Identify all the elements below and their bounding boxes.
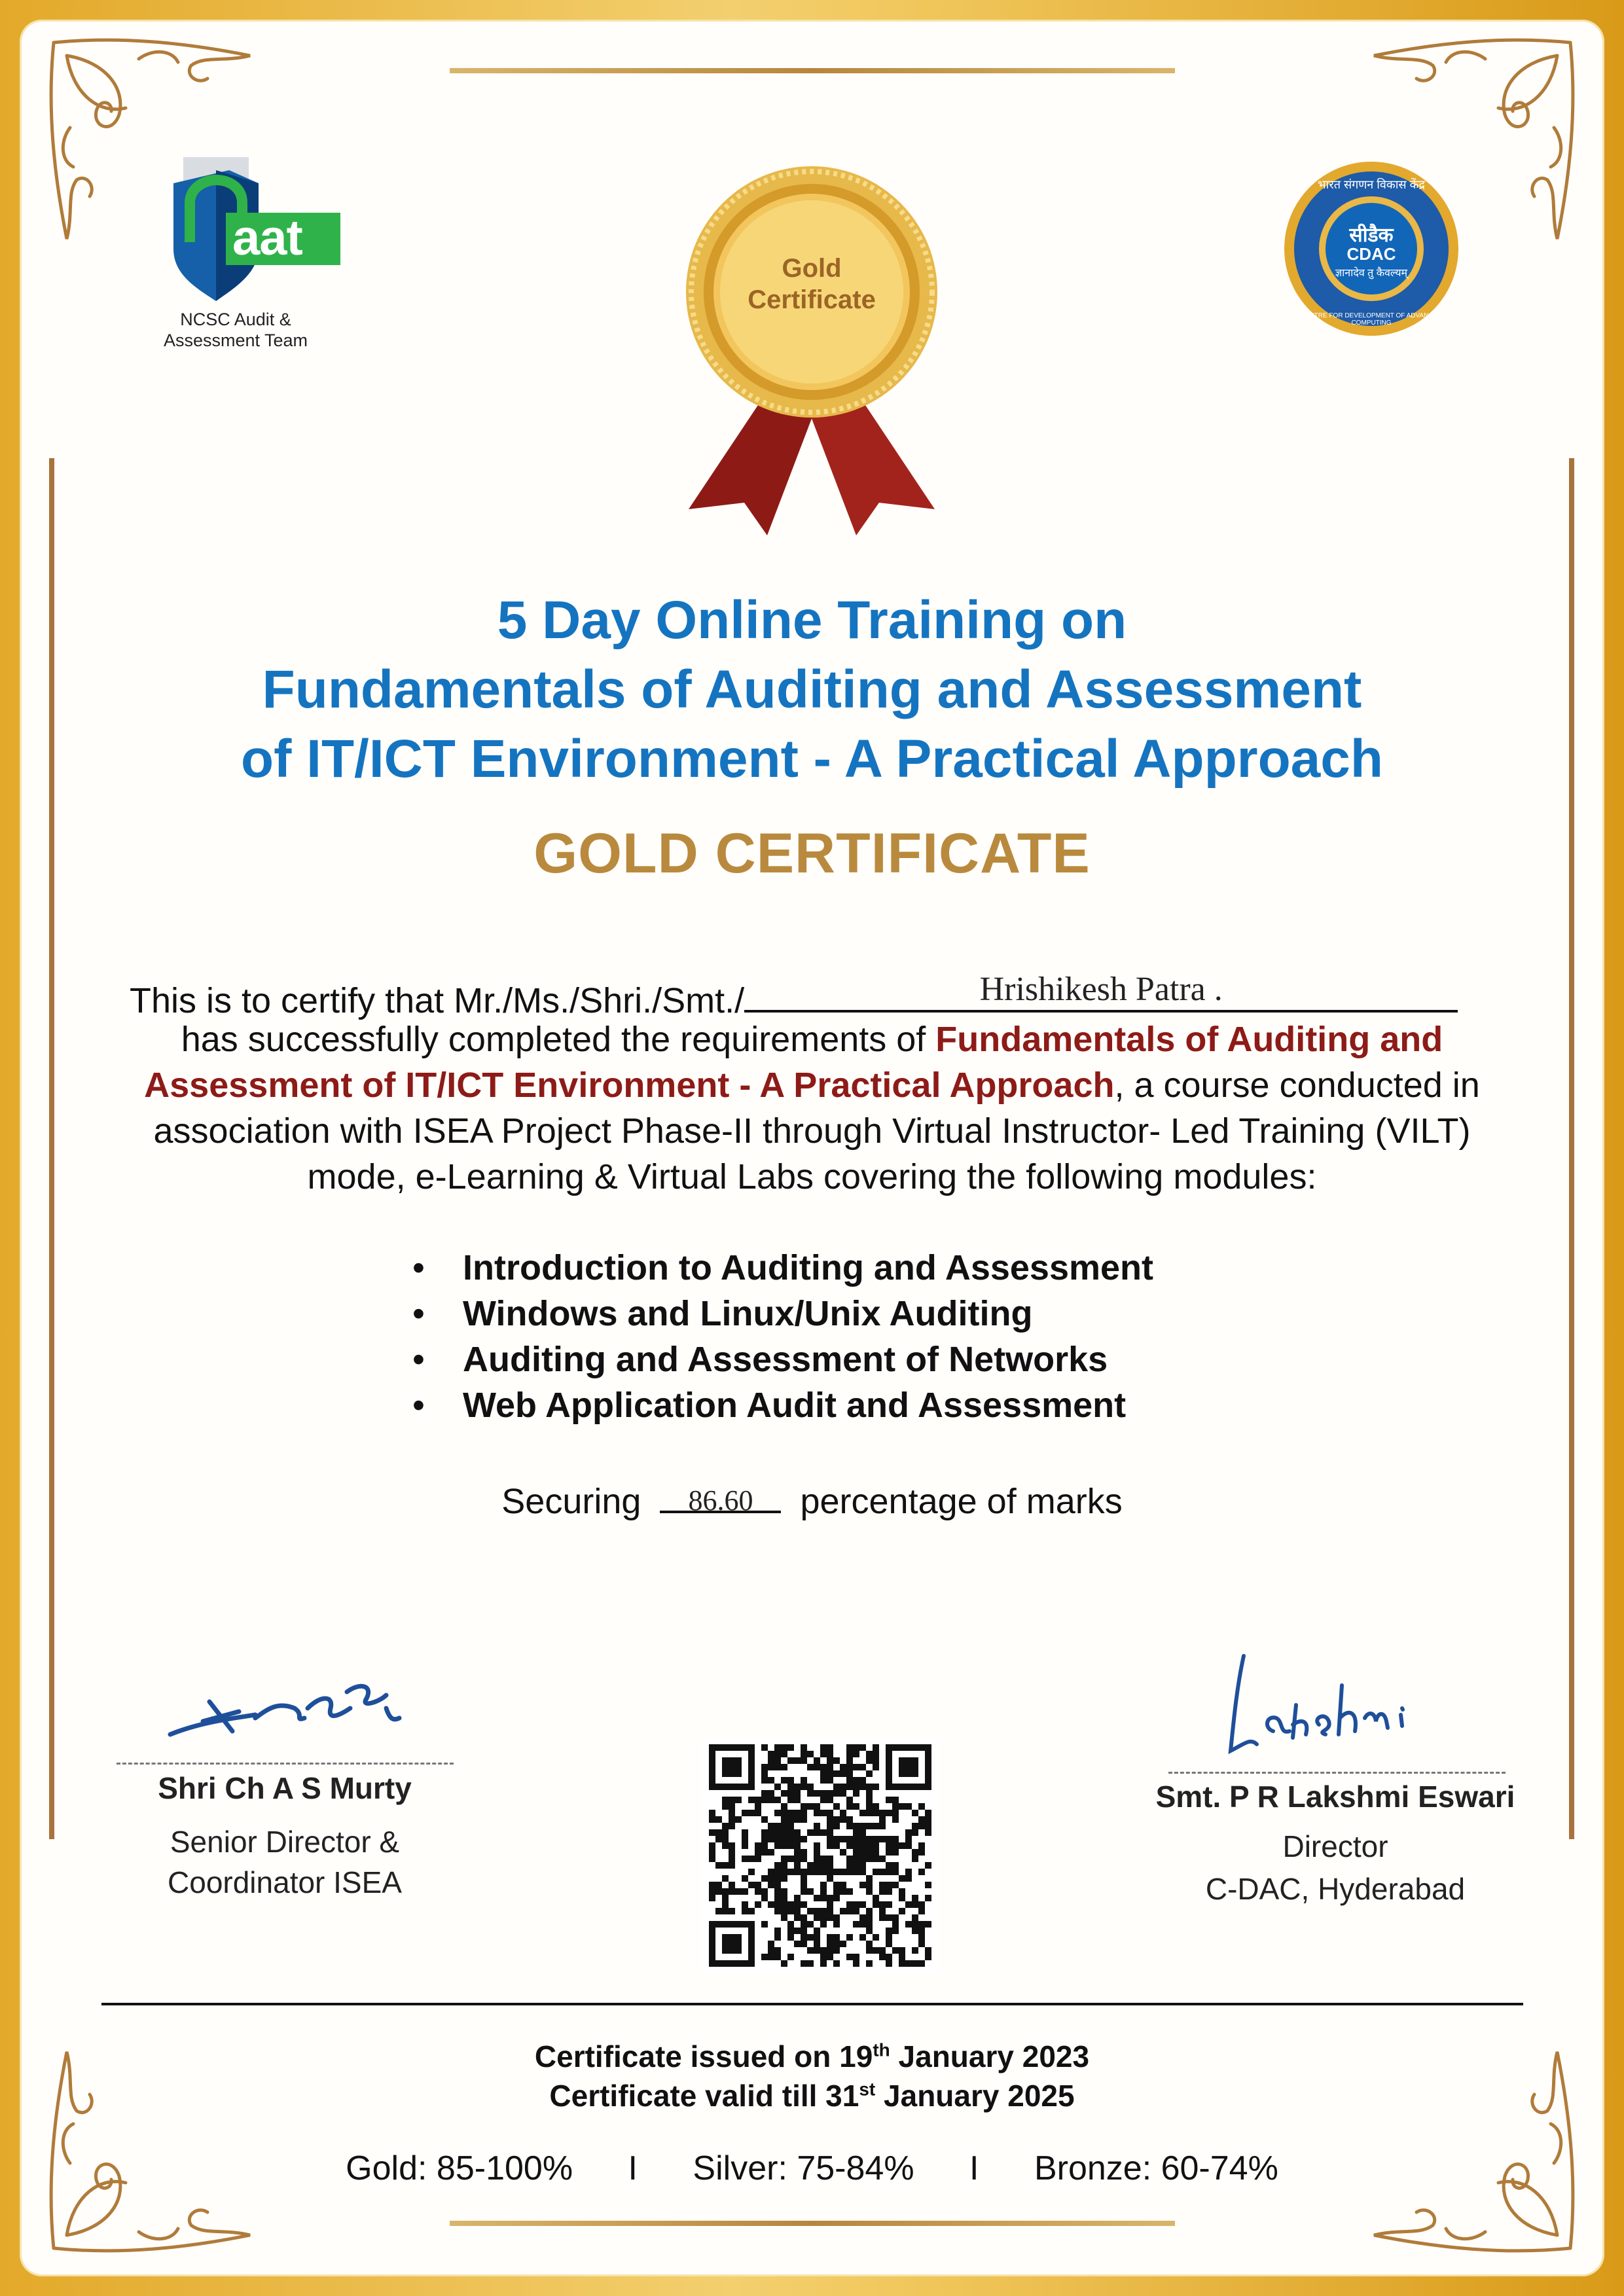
recipient-name: Hrishikesh Patra . xyxy=(979,971,1223,1008)
grade-separator: I xyxy=(628,2149,638,2187)
issue-date-sup: th xyxy=(873,2039,890,2060)
recipient-name-blank xyxy=(744,972,1458,1013)
qr-code[interactable] xyxy=(702,1738,938,1973)
course-name-part2: Assessment of IT/ICT Environment - A Practical Approach xyxy=(144,1066,1115,1105)
module-item: • Web Application Audit and Assessment xyxy=(412,1382,1329,1428)
certify-line2 xyxy=(0,1016,1624,1062)
score-line xyxy=(0,1474,1624,1524)
signatory-left-role2: Coordinator ISEA xyxy=(168,1865,402,1899)
signature-murty-icon xyxy=(164,1656,412,1754)
issue-date-prefix: Certificate issued on 19 xyxy=(534,2039,873,2073)
cdac-seal-hindi: सीडैक xyxy=(1349,224,1394,246)
grade-scale xyxy=(0,2149,1624,2188)
module-item: • Windows and Linux/Unix Auditing xyxy=(412,1291,1329,1336)
certificate-type-heading: GOLD CERTIFICATE xyxy=(533,822,1091,885)
ncsc-caption-line1: NCSC Audit & xyxy=(180,310,291,329)
medal-text-line1: Gold xyxy=(782,254,842,283)
top-gold-rule xyxy=(450,68,1175,73)
valid-date-prefix: Certificate valid till 31 xyxy=(549,2079,859,2113)
bottom-gold-rule xyxy=(450,2221,1175,2226)
module-item: • Auditing and Assessment of Networks xyxy=(412,1336,1329,1382)
course-name-part1: Fundamentals of Auditing and xyxy=(935,1020,1443,1059)
gold-medal-badge xyxy=(682,162,941,542)
score-value: 86.60 xyxy=(688,1484,753,1516)
certify-prefix: This is to certify that Mr./Ms./Shri./Smt./ xyxy=(130,981,745,1020)
signatory-right-name: Smt. P R Lakshmi Eswari xyxy=(1155,1780,1515,1814)
certify-line2-text: has successfully completed the requirements of xyxy=(181,1020,936,1059)
signatory-right-role2: C-DAC, Hyderabad xyxy=(1205,1872,1466,1906)
training-title-line2: Fundamentals of Auditing and Assessment xyxy=(262,660,1362,719)
cdac-seal-logo xyxy=(1283,160,1460,337)
cdac-seal-motto: ज्ञानादेव तु कैवल्यम् xyxy=(1335,268,1408,279)
certify-line3 xyxy=(0,1062,1624,1108)
training-title-line1: 5 Day Online Training on xyxy=(497,590,1127,650)
modules-list xyxy=(412,1245,1329,1428)
score-blank xyxy=(660,1474,781,1516)
signatory-left-role1: Senior Director & xyxy=(170,1825,400,1859)
score-suffix: percentage of marks xyxy=(800,1482,1123,1521)
footer-divider xyxy=(101,2003,1523,2005)
cdac-seal-wordmark: CDAC xyxy=(1346,244,1396,264)
certify-line4: association with ISEA Project Phase-II through Virtual Instructor- Led Training (VILT) xyxy=(153,1111,1471,1151)
grade-separator: I xyxy=(969,2149,979,2187)
signature-line-left xyxy=(117,1763,454,1765)
signature-lakshmi-icon xyxy=(1211,1646,1460,1764)
valid-date-suffix: January 2025 xyxy=(875,2079,1075,2113)
grade-gold: Gold: 85-100% xyxy=(346,2149,573,2187)
cdac-seal-ring-text: CENTRE FOR DEVELOPMENT OF ADVANCED COMPUTING xyxy=(1300,312,1443,327)
issue-date-suffix: January 2023 xyxy=(890,2039,1090,2073)
certify-line3-tail: , a course conducted in xyxy=(1114,1066,1480,1105)
ncsc-caption-line2: Assessment Team xyxy=(163,331,308,350)
cdac-seal-top-text: भारत संगणन विकास केंद्र xyxy=(1318,178,1425,191)
issue-date xyxy=(0,2037,1624,2076)
grade-bronze: Bronze: 60-74% xyxy=(1034,2149,1278,2187)
signatory-right-role1: Director xyxy=(1282,1829,1388,1863)
certify-line5: mode, e-Learning & Virtual Labs covering the following modules: xyxy=(307,1157,1317,1196)
grade-silver: Silver: 75-84% xyxy=(693,2149,914,2187)
medal-text-line2: Certificate xyxy=(748,285,876,314)
signatory-left-name: Shri Ch A S Murty xyxy=(158,1771,412,1805)
training-title-line3: of IT/ICT Environment - A Practical Approach xyxy=(241,729,1383,789)
ncsc-aat-logo xyxy=(144,157,340,353)
score-prefix: Securing xyxy=(501,1482,641,1521)
signature-line-right xyxy=(1168,1772,1506,1774)
module-item: • Introduction to Auditing and Assessment xyxy=(412,1245,1329,1291)
valid-till-date xyxy=(0,2076,1624,2115)
valid-date-sup: st xyxy=(859,2079,876,2100)
aat-wordmark: aat xyxy=(232,210,302,266)
